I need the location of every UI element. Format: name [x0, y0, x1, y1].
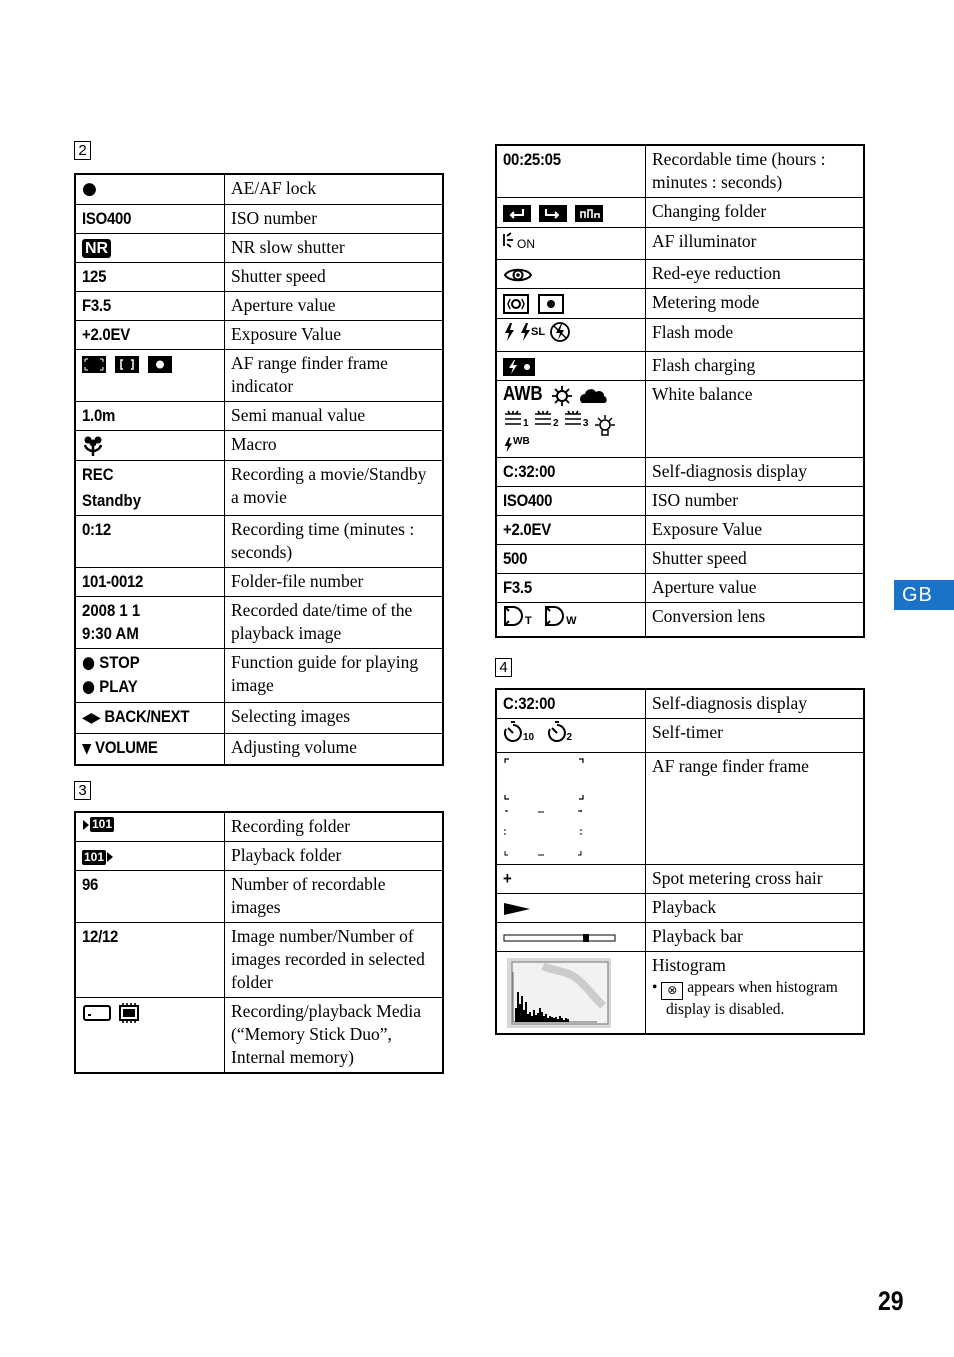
description-cell: Recording time (minutes : seconds): [225, 515, 444, 567]
daylight-icon: [550, 385, 574, 407]
af-range-finder-frame-indicator-icon: [82, 353, 174, 373]
aperture-value-icon: F3.5: [82, 296, 111, 315]
table-row: [496, 198, 864, 228]
icon-cell: [75, 234, 225, 263]
description-cell: Recording/playback Media (“Memory Stick Duo”, Internal memory): [225, 997, 444, 1073]
description-cell: Self-timer: [646, 719, 865, 753]
icon-cell: [75, 870, 225, 922]
flash-mode-icon: [503, 321, 571, 344]
page-number: 29: [878, 1286, 904, 1316]
histogram-note-text: appears when histogram display is disabled.: [666, 979, 838, 1019]
folder-number: 101: [92, 817, 113, 832]
icon-cell: [496, 145, 646, 198]
description-cell: Semi manual value: [225, 402, 444, 431]
incandescent-icon: [593, 414, 617, 436]
recorded-time-icon: 9:30 AM: [82, 623, 139, 643]
fluorescent-icons: [503, 409, 639, 436]
histogram-icon: [503, 980, 613, 1000]
description-cell: Flash mode: [646, 318, 865, 352]
section-number-2: 2: [74, 141, 91, 160]
icon-cell: [496, 894, 646, 923]
icon-cell: [75, 515, 225, 567]
icon-cell: [496, 865, 646, 894]
icon-cell: [496, 227, 646, 259]
icon-cell: [496, 516, 646, 545]
description-cell: Recordable time (hours : minutes : seconds): [646, 145, 865, 198]
table-row: [75, 402, 443, 431]
table-row: [496, 952, 864, 1035]
self-diagnosis-icon: C:32:00: [503, 694, 556, 714]
icon-cell: [75, 812, 225, 842]
table-row: [496, 145, 864, 198]
icon-cell: [496, 574, 646, 603]
icon-cell: [75, 841, 225, 870]
recorded-date-icon: 2008 1 1: [82, 600, 141, 620]
icon-cell: [496, 689, 646, 719]
internal-memory-icon: [116, 1001, 142, 1021]
icon-cell: [75, 460, 225, 515]
volume-label: VOLUME: [95, 737, 158, 757]
icon-cell: [496, 352, 646, 381]
table-row: [75, 870, 443, 922]
slow-sync-flash-icon: [519, 321, 545, 344]
table-row: [75, 234, 443, 263]
table-row: [496, 574, 864, 603]
icon-cell: [496, 198, 646, 228]
legend-table-section-4: [495, 688, 865, 1035]
description-cell: Recording a movie/Standby a movie: [225, 460, 444, 515]
histogram-note: • ⊗ appears when histogram display is disabled.: [652, 979, 838, 1019]
description-cell: ISO number: [225, 205, 444, 234]
description-cell: Exposure Value: [225, 321, 444, 350]
fluorescent-2-icon: 2: [533, 409, 559, 429]
icon-cell: [496, 259, 646, 288]
table-row: [496, 865, 864, 894]
left-column: [74, 141, 443, 1074]
icon-cell: [75, 402, 225, 431]
table-row: [496, 689, 864, 719]
icon-cell: [75, 174, 225, 205]
icon-cell: [75, 350, 225, 402]
description-cell: Macro: [225, 431, 444, 461]
left-right-arrows-icon: ◀▶: [82, 709, 101, 726]
tele-conversion-lens-icon: T: [503, 605, 532, 627]
table-row: [496, 352, 864, 381]
table-row: [496, 288, 864, 318]
description-cell: AF range finder frame: [646, 753, 865, 865]
icon-cell: [75, 733, 225, 765]
back-next-guide-icon: [82, 705, 189, 730]
icon-cell: [496, 381, 646, 458]
icon-cell: [496, 458, 646, 487]
table-row: [496, 894, 864, 923]
icon-cell: [75, 263, 225, 292]
description-cell: Flash charging: [646, 352, 865, 381]
icon-cell: [75, 997, 225, 1073]
description-cell: Self-diagnosis display: [646, 689, 865, 719]
description-cell: Folder-file number: [225, 567, 444, 596]
circle-button-icon: ●: [82, 676, 96, 697]
folder-number: 101: [84, 849, 105, 864]
table-row: [496, 923, 864, 952]
description-cell: Recorded date/time of the playback image: [225, 596, 444, 648]
sl-label: SL: [531, 325, 546, 338]
af-illuminator-icon: [503, 230, 535, 250]
description-cell: AF illuminator: [646, 227, 865, 259]
description-cell: Function guide for playing image: [225, 648, 444, 702]
description-cell: Selecting images: [225, 702, 444, 733]
description-cell: NR slow shutter: [225, 234, 444, 263]
table-row: [75, 460, 443, 515]
fluorescent-3-icon: 3: [563, 409, 589, 429]
shutter-speed-icon: 125: [82, 267, 107, 286]
ae-af-lock-icon: ●: [82, 179, 97, 199]
memory-stick-icon: [82, 1001, 116, 1021]
icon-cell: [496, 719, 646, 753]
wide-conversion-lens-icon: W: [544, 605, 576, 627]
table-row: [75, 263, 443, 292]
recording-folder-icon: [82, 817, 114, 832]
description-cell: Shutter speed: [225, 263, 444, 292]
icon-cell: [75, 431, 225, 461]
macro-icon: [82, 434, 104, 454]
description-cell: Number of recordable images: [225, 870, 444, 922]
icon-cell: [75, 321, 225, 350]
icon-cell: [496, 952, 646, 1035]
self-diagnosis-icon: C:32:00: [503, 462, 556, 482]
legend-table-section-3-continued: [495, 144, 865, 638]
recording-time-icon: 0:12: [82, 519, 111, 539]
icon-cell: [75, 596, 225, 648]
legend-table-section-3: [74, 811, 444, 1074]
section-number-4: 4: [495, 658, 512, 677]
histogram-label: Histogram: [652, 955, 726, 976]
shutter-speed-icon: 500: [503, 549, 528, 569]
legend-table-section-2: [74, 173, 444, 766]
standby-icon: Standby: [82, 490, 142, 510]
description-cell: [646, 952, 865, 1035]
table-row: [496, 458, 864, 487]
table-row: [75, 431, 443, 461]
circle-button-icon: ●: [82, 652, 96, 673]
table-row: [75, 841, 443, 870]
table-row: [75, 702, 443, 733]
table-row: [75, 812, 443, 842]
icon-cell: [496, 603, 646, 638]
icon-cell: [496, 487, 646, 516]
section-number-3: 3: [74, 781, 91, 800]
table-row: [496, 719, 864, 753]
recordable-images-icon: 96: [82, 874, 99, 894]
table-row: [75, 997, 443, 1073]
stop-label: STOP: [99, 652, 140, 672]
description-cell: Metering mode: [646, 288, 865, 318]
table-row: [496, 516, 864, 545]
language-side-tab: GB: [894, 580, 954, 610]
exposure-value-icon: +2.0EV: [503, 520, 551, 540]
down-arrow-icon: ▼: [82, 740, 92, 757]
changing-folder-icon: [503, 201, 605, 221]
white-balance-icons: [503, 383, 639, 407]
right-column: [495, 144, 864, 1035]
fluorescent-1-icon: 1: [503, 409, 529, 429]
icon-cell: [496, 288, 646, 318]
image-number-icon: 12/12: [82, 926, 119, 946]
table-row: [75, 922, 443, 997]
af-range-finder-frame-icon: [503, 796, 585, 816]
table-row: [75, 648, 443, 702]
table-row: [75, 321, 443, 350]
playback-bar-icon: [503, 926, 617, 946]
table-row: [496, 318, 864, 352]
description-cell: Changing folder: [646, 198, 865, 228]
description-cell: Conversion lens: [646, 603, 865, 638]
play-guide-icon: [82, 675, 202, 699]
description-cell: AE/AF lock: [225, 174, 444, 205]
description-cell: Shutter speed: [646, 545, 865, 574]
description-cell: ISO number: [646, 487, 865, 516]
description-cell: Playback folder: [225, 841, 444, 870]
iso-number-icon: ISO400: [503, 491, 553, 511]
description-cell: Red-eye reduction: [646, 259, 865, 288]
nr-slow-shutter-icon: NR: [82, 239, 111, 258]
histogram-disabled-icon: ⊗: [661, 982, 683, 1000]
table-row: [496, 487, 864, 516]
table-row: [496, 545, 864, 574]
iso-number-icon: ISO400: [82, 209, 132, 228]
description-cell: Aperture value: [646, 574, 865, 603]
table-row: [496, 259, 864, 288]
description-cell: Adjusting volume: [225, 733, 444, 765]
description-cell: Exposure Value: [646, 516, 865, 545]
play-label: PLAY: [99, 676, 138, 696]
icon-cell: [75, 922, 225, 997]
auto-white-balance-icon: AWB: [503, 383, 543, 406]
playback-icon: [503, 897, 531, 917]
icon-cell: [496, 545, 646, 574]
stop-guide-icon: [82, 651, 202, 675]
back-next-label: BACK/NEXT: [104, 706, 190, 726]
cloudy-icon: [578, 385, 608, 407]
recordable-time-icon: 00:25:05: [503, 150, 561, 169]
aperture-value-icon: F3.5: [503, 578, 532, 598]
description-cell: AF range finder frame indicator: [225, 350, 444, 402]
semi-manual-value-icon: 1.0m: [82, 406, 116, 425]
self-timer-10s-icon: 10: [503, 721, 534, 743]
icon-cell: [75, 702, 225, 733]
flash-off-icon: [549, 321, 571, 343]
table-row: [75, 292, 443, 321]
description-cell: Spot metering cross hair: [646, 865, 865, 894]
metering-mode-icon: [503, 292, 565, 312]
table-row: [496, 603, 864, 638]
flash-charging-icon: [503, 355, 535, 375]
red-eye-reduction-icon: [503, 263, 533, 283]
icon-cell: [75, 648, 225, 702]
table-row: [75, 174, 443, 205]
description-cell: White balance: [646, 381, 865, 458]
description-cell: Playback: [646, 894, 865, 923]
table-row: [75, 350, 443, 402]
table-row: [75, 596, 443, 648]
self-timer-2s-icon: 2: [547, 721, 573, 743]
exposure-value-icon: +2.0EV: [82, 325, 130, 344]
description-cell: Aperture value: [225, 292, 444, 321]
icon-cell: [496, 318, 646, 352]
folder-file-number-icon: 101-0012: [82, 571, 144, 591]
flash-white-balance-icon: WB: [503, 436, 639, 454]
icon-cell: [75, 567, 225, 596]
table-row: [75, 733, 443, 765]
table-row: [496, 227, 864, 259]
table-row: [75, 515, 443, 567]
rec-icon: REC: [82, 464, 114, 484]
table-row: [75, 567, 443, 596]
icon-cell: [75, 292, 225, 321]
volume-guide-icon: [82, 736, 158, 761]
description-cell: Image number/Number of images recorded in selected folder: [225, 922, 444, 997]
on-label: ON: [517, 236, 535, 251]
icon-cell: [496, 753, 646, 865]
description-cell: Playback bar: [646, 923, 865, 952]
playback-folder-icon: [82, 850, 114, 865]
icon-cell: [496, 923, 646, 952]
table-row: [75, 205, 443, 234]
table-row: [496, 381, 864, 458]
spot-metering-cross-hair-icon: +: [503, 869, 512, 889]
description-cell: Recording folder: [225, 812, 444, 842]
description-cell: Self-diagnosis display: [646, 458, 865, 487]
table-row: [496, 753, 864, 865]
icon-cell: [75, 205, 225, 234]
